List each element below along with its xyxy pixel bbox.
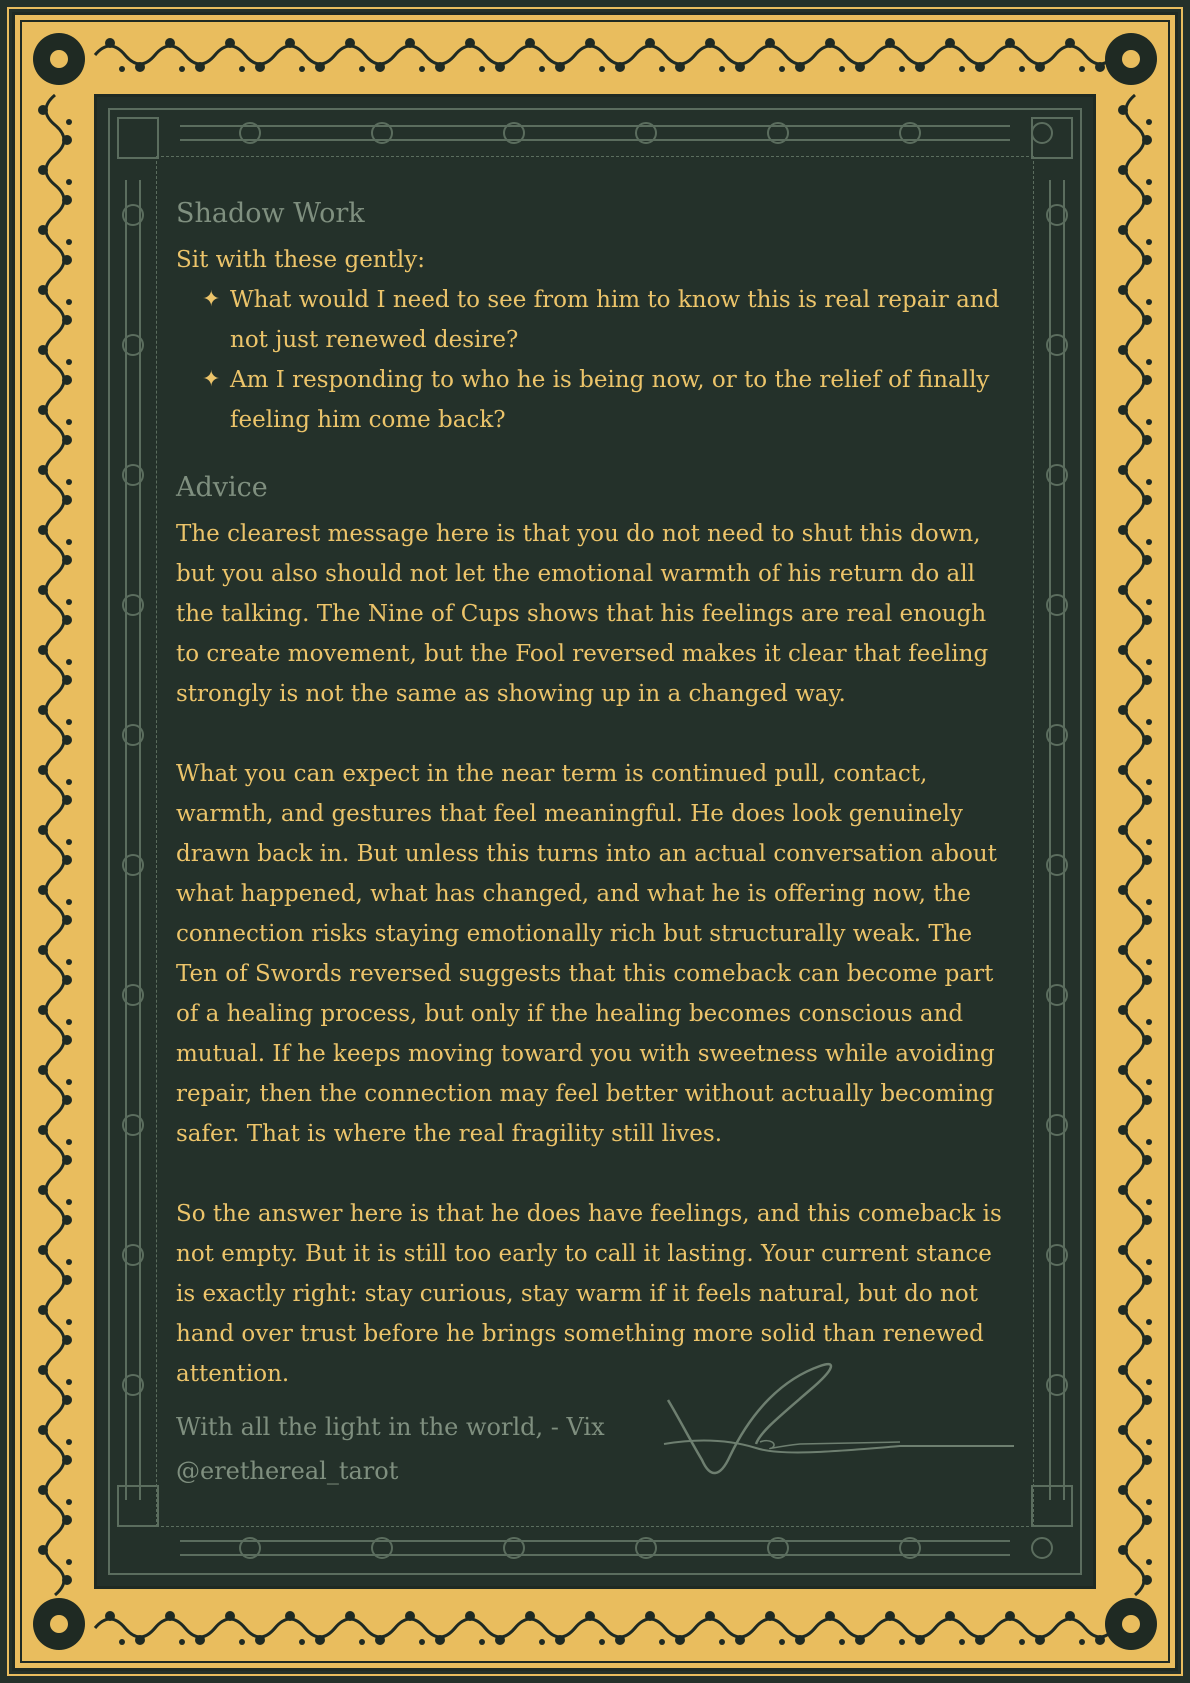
- advice-paragraph-1: The clearest message here is that you do not need to shut this down, but you also should not let the emotional warmth of his return do all the talking. The Nine of Cups shows that his feelings are real enough to create movement, but the Fool reversed makes it clear that feeling strongly is not the same as showing up in a changed way.: [176, 521, 989, 707]
- shadow-work-questions: [176, 280, 1016, 440]
- question-text: What would I need to see from him to know this is real repair and not just renewed desire?: [230, 287, 1000, 353]
- reading-content: [176, 196, 1016, 1434]
- closing-block: [176, 1405, 605, 1493]
- shadow-work-heading: Shadow Work: [176, 198, 365, 229]
- advice-paragraph-2: What you can expect in the near term is continued pull, contact, warmth, and gestures that feel meaningful. He does look genuinely drawn back in. But unless this turns into an actual conversation about what happened, what has changed, and what he is offering now, the connection risks staying emotionally rich but structurally weak. The Ten of Swords reversed suggests that this comeback can become part of a healing process, but only if the healing becomes conscious and mutual. If he keeps moving toward you with sweetness while avoiding repair, then the connection may feel better without actually becoming safer. That is where the real fragility still lives.: [176, 761, 997, 1147]
- question-text: Am I responding to who he is being now, or to the relief of finally feeling him come back?: [230, 367, 990, 433]
- advice-heading: Advice: [176, 472, 268, 503]
- four-point-star-icon: ✦: [202, 367, 221, 392]
- list-item: [176, 280, 1016, 360]
- four-point-star-icon: ✦: [202, 287, 221, 312]
- list-item: [176, 360, 1016, 440]
- advice-paragraph-3: So the answer here is that he does have feelings, and this comeback is not empty. But it is still too early to call it lasting. Your current stance is exactly right: stay curious, stay warm if it feels natural, but do not hand over trust before he brings something more solid than renewed attention.: [176, 1201, 1002, 1387]
- social-handle: @erethereal_tarot: [176, 1457, 399, 1485]
- shadow-work-intro: Sit with these gently:: [176, 247, 425, 273]
- signoff-text: With all the light in the world, - Vix: [176, 1413, 605, 1441]
- handwritten-signature: [660, 1360, 1020, 1490]
